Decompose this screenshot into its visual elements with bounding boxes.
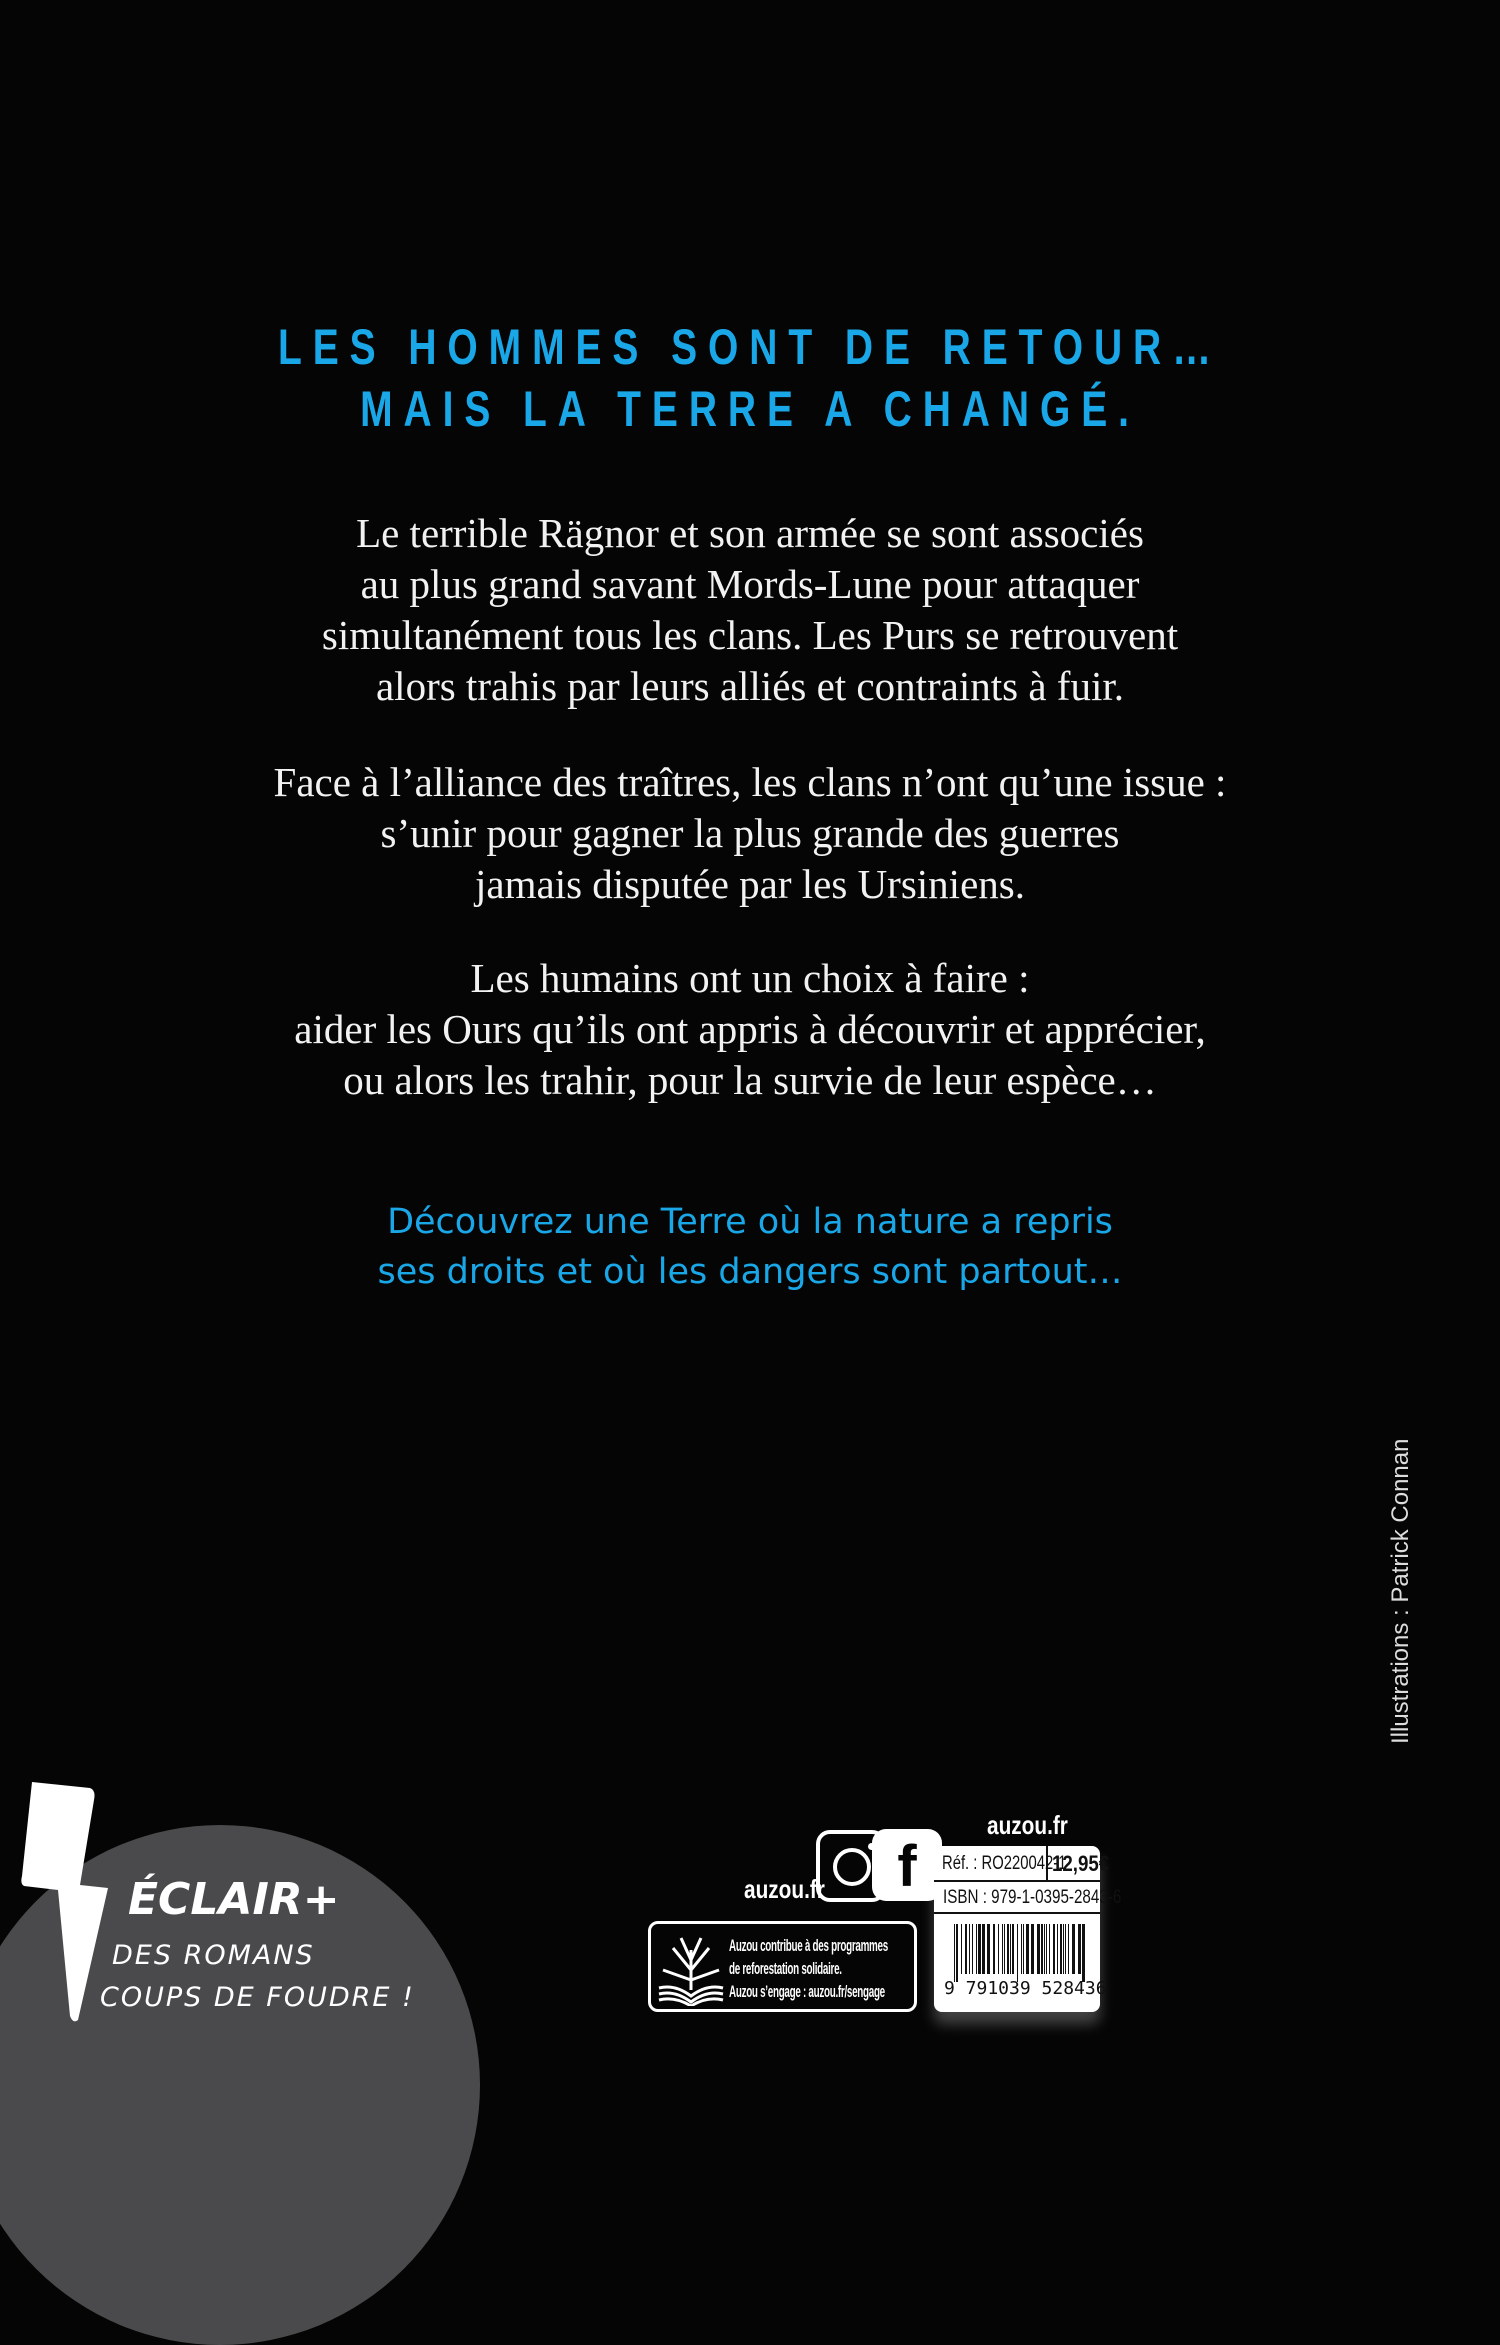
barcode-bar — [969, 1924, 970, 1974]
blurb-line: s’unir pour gagner la plus grande des guerres — [380, 810, 1120, 856]
blurb-paragraph-2 — [0, 757, 1500, 910]
barcode-bar — [1017, 1924, 1018, 1982]
publisher-website-link[interactable]: auzou.fr — [744, 1874, 825, 1904]
reforestation-box — [648, 1921, 917, 2012]
reference-number: Réf. : RO220042-1 — [942, 1853, 1067, 1874]
barcode-bar — [982, 1924, 985, 1974]
blurb-line: ou alors les trahir, pour la survie de leur espèce… — [343, 1057, 1157, 1103]
publisher-website[interactable]: auzou.fr — [987, 1810, 1068, 1840]
barcode-bar — [998, 1924, 999, 1974]
tagline — [0, 1197, 1500, 1297]
barcode-bar — [1021, 1924, 1022, 1974]
blurb-line: alors trahis par leurs alliés et contraints à fuir. — [375, 663, 1124, 709]
collection-slogan-1: DES ROMANS — [112, 1940, 315, 1971]
blurb-line: Face à l’alliance des traîtres, les clans n’ont qu’une issue : — [273, 759, 1227, 805]
illustration-credit: Illustrations : Patrick Connan — [1387, 1438, 1414, 1744]
reforestation-line[interactable]: Auzou s’engage : auzou.fr/sengage — [729, 1982, 885, 2001]
barcode-bar — [1065, 1924, 1066, 1974]
barcode-bar — [978, 1924, 981, 1974]
reforestation-line: Auzou contribue à des programmes — [729, 1936, 888, 1955]
collection-slogan-2: COUPS DE FOUDRE ! — [100, 1982, 415, 2013]
tagline-line: ses droits et où les dangers sont partout… — [377, 1252, 1123, 1292]
barcode-bar — [1031, 1924, 1034, 1974]
barcode-bar — [1053, 1924, 1055, 1974]
blurb-line: Les humains ont un choix à faire : — [470, 955, 1030, 1001]
barcode-bar — [1012, 1924, 1014, 1974]
barcode-bar — [1010, 1924, 1011, 1974]
blurb-paragraph-3 — [0, 953, 1500, 1106]
barcode-bar — [1041, 1924, 1043, 1974]
tagline-line: Découvrez une Terre où la nature a repris — [387, 1202, 1113, 1242]
tree-book-icon — [655, 1930, 727, 2006]
price: 12,95€ — [1052, 1851, 1110, 1876]
isbn-row — [934, 1882, 1122, 1914]
barcode-bar — [1078, 1924, 1081, 1974]
barcode-bar — [987, 1924, 990, 1974]
facebook-icon[interactable]: f — [872, 1829, 942, 1901]
headline-line-1: LES HOMMES SONT DE RETOUR… — [277, 319, 1223, 375]
barcode-bar — [1023, 1924, 1024, 1974]
ref-price-row — [934, 1846, 1110, 1882]
barcode-bar — [1082, 1924, 1085, 1982]
barcode — [954, 1924, 1086, 1982]
reforestation-text — [729, 1934, 888, 2003]
barcode-bar — [1046, 1924, 1047, 1974]
barcode-bar — [1057, 1924, 1058, 1974]
barcode-bar — [976, 1924, 977, 1974]
barcode-bar — [1044, 1924, 1045, 1974]
price-label — [934, 1846, 1122, 2012]
barcode-bar — [954, 1924, 955, 1982]
barcode-bar — [1004, 1924, 1005, 1974]
barcode-bar — [956, 1924, 958, 1982]
blurb-line: simultanément tous les clans. Les Purs se retrouvent — [321, 612, 1179, 658]
barcode-bar — [1037, 1924, 1040, 1974]
blurb-line: Le terrible Rägnor et son armée se sont associés — [356, 510, 1144, 556]
blurb-paragraph-1 — [0, 508, 1500, 712]
headline-line-2: MAIS LA TERRE A CHANGÉ. — [360, 381, 1140, 437]
barcode-bar — [1068, 1924, 1069, 1974]
barcode-bar — [1026, 1924, 1029, 1974]
blurb-line: au plus grand savant Mords-Lune pour attaquer — [360, 561, 1140, 607]
barcode-bar — [1063, 1924, 1064, 1974]
collection-name: ÉCLAIR+ — [128, 1874, 340, 1925]
barcode-digits: 9 791039 528436 — [944, 1978, 1107, 1999]
isbn: ISBN : 979-1-0395-2843-6 — [943, 1887, 1122, 1908]
barcode-bar — [965, 1924, 967, 1974]
blurb-line: aider les Ours qu’ils ont appris à découvrir et apprécier, — [294, 1006, 1206, 1052]
blurb-line: jamais disputée par les Ursiniens. — [475, 861, 1025, 907]
barcode-bar — [972, 1924, 973, 1974]
barcode-bar — [1007, 1924, 1009, 1974]
barcode-bar — [961, 1924, 962, 1974]
barcode-bar — [993, 1924, 995, 1974]
reforestation-line: de reforestation solidaire. — [729, 1959, 842, 1978]
barcode-bar — [1060, 1924, 1062, 1974]
barcode-bar — [1002, 1924, 1003, 1974]
barcode-bar — [1072, 1924, 1075, 1974]
barcode-bar — [1049, 1924, 1050, 1974]
